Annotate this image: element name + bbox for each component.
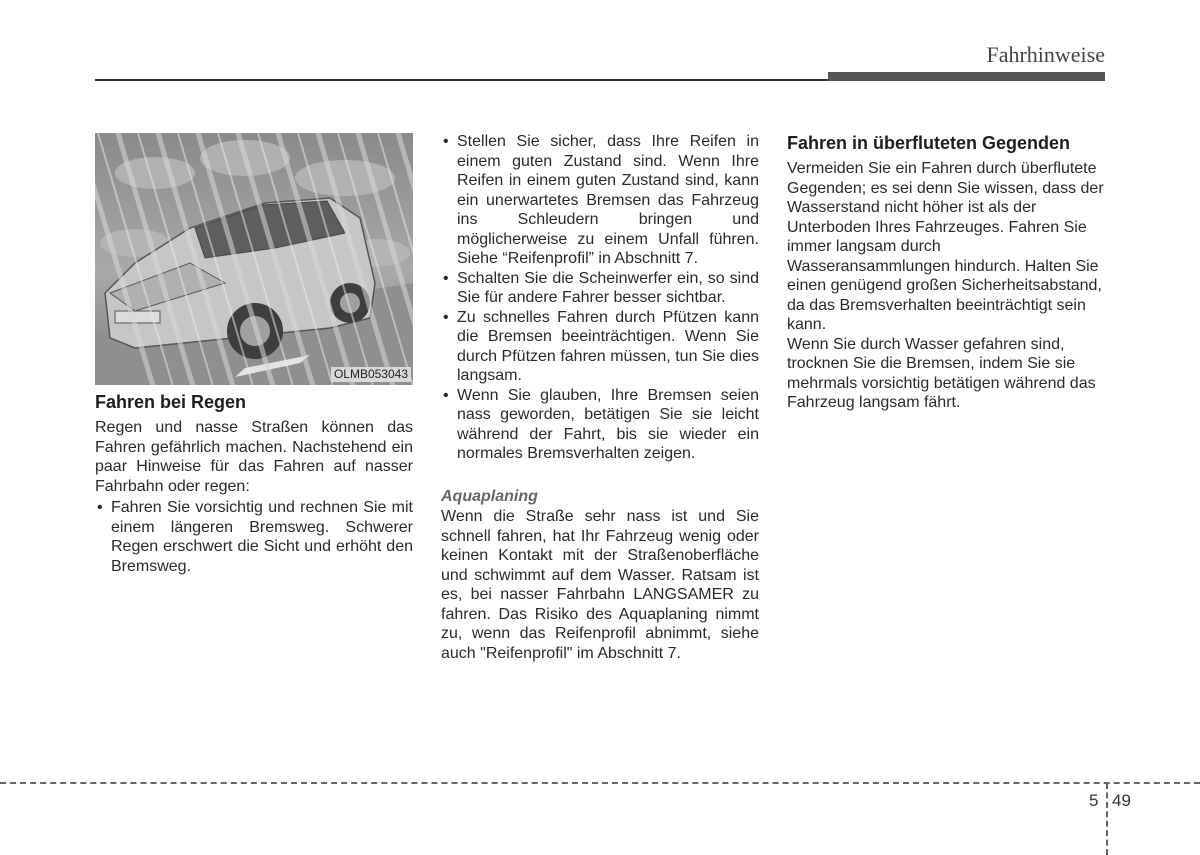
rain-bullet-list-continued xyxy=(441,132,759,464)
column-3 xyxy=(787,132,1106,413)
list-item: • Stellen Sie sicher, dass Ihre Reifen in einem guten Zustand sind. Wenn Ihre Reifen in einem guten Zustand sind, kann ein unerwartetes Bremsen das Fahrzeug ins Schleudern bringen und möglicherweise zu einem Unfall führen. Siehe “Reifenprofil” in Abschnitt 7. xyxy=(441,132,759,269)
rain-bullet-list xyxy=(95,498,413,576)
page-number: 49 xyxy=(1112,791,1131,810)
header-rule-accent xyxy=(828,72,1105,81)
figure-code: OLMB053043 xyxy=(331,367,411,382)
list-item: • Schalten Sie die Scheinwerfer ein, so sind Sie für andere Fahrer besser sichtbar. xyxy=(441,269,759,308)
car-in-rain-image xyxy=(95,133,413,385)
rain-intro-paragraph: Regen und nasse Straßen können das Fahren gefährlich machen. Nachstehend ein paar Hinweise für das Fahren auf nasser Fahrbahn oder regen: xyxy=(95,419,413,495)
column-1 xyxy=(95,133,413,576)
footer-divider xyxy=(0,782,1200,784)
flooded-paragraph-2: Wenn Sie durch Wasser gefahren sind, trocknen Sie die Bremsen, indem Sie sie mehrmals vorsichtig betätigen während das Fahrzeug langsam fährt. xyxy=(787,335,1096,411)
section-heading-rain: Fahren bei Regen xyxy=(95,392,247,412)
aquaplaning-subheading: Aquaplaning xyxy=(441,487,538,505)
header-rule xyxy=(95,79,830,81)
column-2 xyxy=(441,132,759,663)
footer-vertical-divider xyxy=(1106,783,1108,855)
aquaplaning-paragraph: Wenn die Straße sehr nass ist und Sie schnell fahren, hat Ihr Fahrzeug wenig oder keinen Kontakt mit der Straßenoberfläche und schwimmt auf dem Wasser. Ratsam ist es, bei nasser Fahrbahn LANGSAMER zu fahren. Das Risiko des Aquaplaning nimmt zu, wenn das Reifenprofil abnimmt, siehe auch "Reifenprofil" im Abschnitt 7. xyxy=(441,508,759,662)
list-item: • Wenn Sie glauben, Ihre Bremsen seien nass geworden, betätigen Sie sie leicht während der Fahrt, bis sie wieder ein normales Bremsverhalten zeigen. xyxy=(441,386,759,464)
rain-car-illustration xyxy=(95,133,413,385)
list-item: • Zu schnelles Fahren durch Pfützen kann die Bremsen beeinträchtigen. Wenn Sie durch Pfützen fahren müssen, tun Sie dies langsam. xyxy=(441,308,759,386)
flooded-paragraph-1: Vermeiden Sie ein Fahren durch überflutete Gegenden; es sei denn Sie wissen, dass der Wasserstand nicht höher ist als der Unterboden Ihres Fahrzeuges. Fahren Sie immer langsam durch Wasseransammlungen hindurch. Halten Sie einen genügend großen Sicherheitsabstand, da das Bremsverhalten beeinträchtigt sein kann. xyxy=(787,160,1104,333)
section-heading-flooded-areas: Fahren in überfluteten Gegenden xyxy=(787,133,1071,153)
chapter-number: 5 xyxy=(1089,791,1099,810)
running-header: Fahrhinweise xyxy=(986,42,1105,67)
list-item: • Fahren Sie vorsichtig und rechnen Sie mit einem längeren Bremsweg. Schwerer Regen erschwert die Sicht und erhöht den Bremsweg. xyxy=(95,498,413,576)
